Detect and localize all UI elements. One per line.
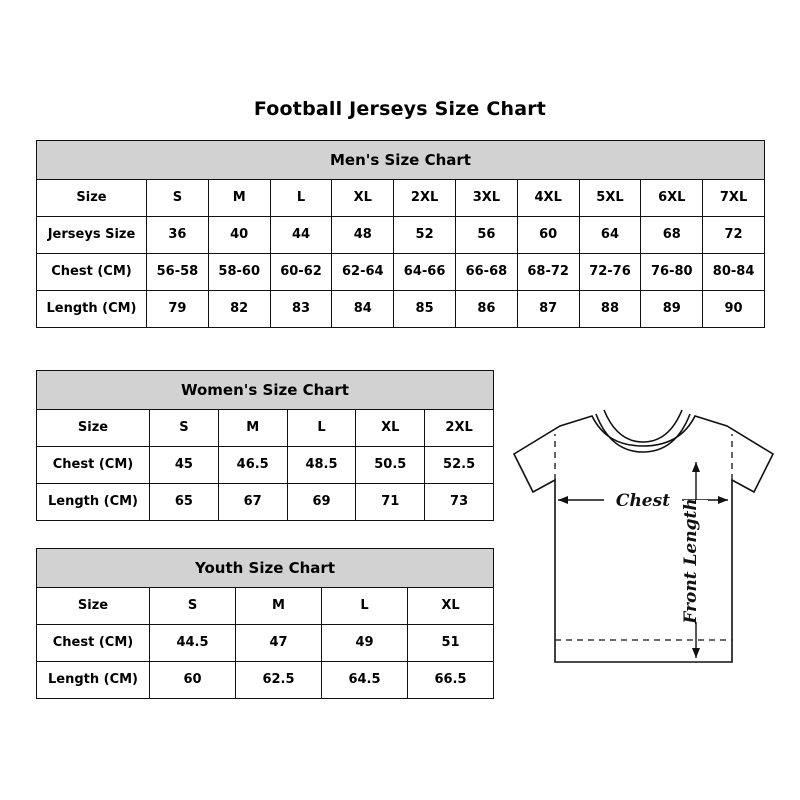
mens-size-chart-caption: Men's Size Chart — [36, 140, 765, 179]
front-length-label: Front Length — [681, 498, 701, 624]
cell: 52 — [394, 217, 456, 254]
cell: 58-60 — [208, 254, 270, 291]
cell: 48 — [332, 217, 394, 254]
cell: L — [322, 588, 408, 625]
cell: 66.5 — [408, 662, 494, 699]
cell: 72-76 — [579, 254, 641, 291]
cell: 62.5 — [236, 662, 322, 699]
cell: 69 — [287, 484, 356, 521]
cell: 80-84 — [703, 254, 765, 291]
cell: 44.5 — [150, 625, 236, 662]
row-label: Chest (CM) — [37, 625, 150, 662]
cell: 52.5 — [425, 447, 494, 484]
cell: M — [208, 180, 270, 217]
cell: S — [150, 588, 236, 625]
cell: 66-68 — [455, 254, 517, 291]
cell: 5XL — [579, 180, 641, 217]
cell: 60 — [517, 217, 579, 254]
cell: 85 — [394, 291, 456, 328]
cell: 46.5 — [218, 447, 287, 484]
cell: 40 — [208, 217, 270, 254]
cell: 48.5 — [287, 447, 356, 484]
youth-size-chart-table — [36, 548, 494, 699]
table-row — [37, 291, 765, 328]
cell: 49 — [322, 625, 408, 662]
cell: 76-80 — [641, 254, 703, 291]
row-label: Length (CM) — [37, 291, 147, 328]
row-label: Size — [37, 410, 150, 447]
mens-size-chart-table — [36, 140, 765, 328]
table-row — [37, 180, 765, 217]
chest-label: Chest — [615, 491, 671, 511]
cell: 64.5 — [322, 662, 408, 699]
cell: 2XL — [425, 410, 494, 447]
cell: 73 — [425, 484, 494, 521]
cell: 56-58 — [147, 254, 209, 291]
cell: 90 — [703, 291, 765, 328]
cell: 65 — [150, 484, 219, 521]
table-row — [37, 217, 765, 254]
cell: 87 — [517, 291, 579, 328]
cell: 72 — [703, 217, 765, 254]
row-label: Chest (CM) — [37, 254, 147, 291]
cell: XL — [356, 410, 425, 447]
table-row — [37, 447, 494, 484]
row-label: Length (CM) — [37, 662, 150, 699]
cell: 84 — [332, 291, 394, 328]
cell: 6XL — [641, 180, 703, 217]
table-row — [37, 484, 494, 521]
cell: L — [270, 180, 332, 217]
cell: 60-62 — [270, 254, 332, 291]
cell: XL — [332, 180, 394, 217]
cell: 2XL — [394, 180, 456, 217]
page-title: Football Jerseys Size Chart — [253, 98, 547, 120]
cell: 60 — [150, 662, 236, 699]
cell: 68 — [641, 217, 703, 254]
row-label: Chest (CM) — [37, 447, 150, 484]
womens-size-chart-caption: Women's Size Chart — [36, 370, 494, 409]
cell: 64 — [579, 217, 641, 254]
cell: M — [218, 410, 287, 447]
cell: 36 — [147, 217, 209, 254]
cell: 79 — [147, 291, 209, 328]
cell: 82 — [208, 291, 270, 328]
cell: 7XL — [703, 180, 765, 217]
table-row — [37, 625, 494, 662]
cell: 44 — [270, 217, 332, 254]
cell: 47 — [236, 625, 322, 662]
row-label: Length (CM) — [37, 484, 150, 521]
cell: 68-72 — [517, 254, 579, 291]
table-row — [37, 588, 494, 625]
cell: 88 — [579, 291, 641, 328]
neck-inner-line — [604, 410, 682, 442]
cell: S — [147, 180, 209, 217]
youth-size-chart-caption: Youth Size Chart — [36, 548, 494, 587]
table-row — [37, 410, 494, 447]
cell: 4XL — [517, 180, 579, 217]
cell: 51 — [408, 625, 494, 662]
cell: 83 — [270, 291, 332, 328]
table-row — [37, 662, 494, 699]
cell: 64-66 — [394, 254, 456, 291]
cell: 56 — [455, 217, 517, 254]
cell: 3XL — [455, 180, 517, 217]
shirt-outline — [514, 416, 773, 662]
cell: 50.5 — [356, 447, 425, 484]
womens-size-chart-table — [36, 370, 494, 521]
cell: 67 — [218, 484, 287, 521]
cell: L — [287, 410, 356, 447]
cell: 71 — [356, 484, 425, 521]
cell: 62-64 — [332, 254, 394, 291]
cell: 86 — [455, 291, 517, 328]
row-label: Size — [37, 588, 150, 625]
cell: 89 — [641, 291, 703, 328]
table-row — [37, 254, 765, 291]
row-label: Jerseys Size — [37, 217, 147, 254]
cell: 45 — [150, 447, 219, 484]
cell: S — [150, 410, 219, 447]
jersey-diagram — [500, 400, 790, 690]
cell: XL — [408, 588, 494, 625]
row-label: Size — [37, 180, 147, 217]
cell: M — [236, 588, 322, 625]
